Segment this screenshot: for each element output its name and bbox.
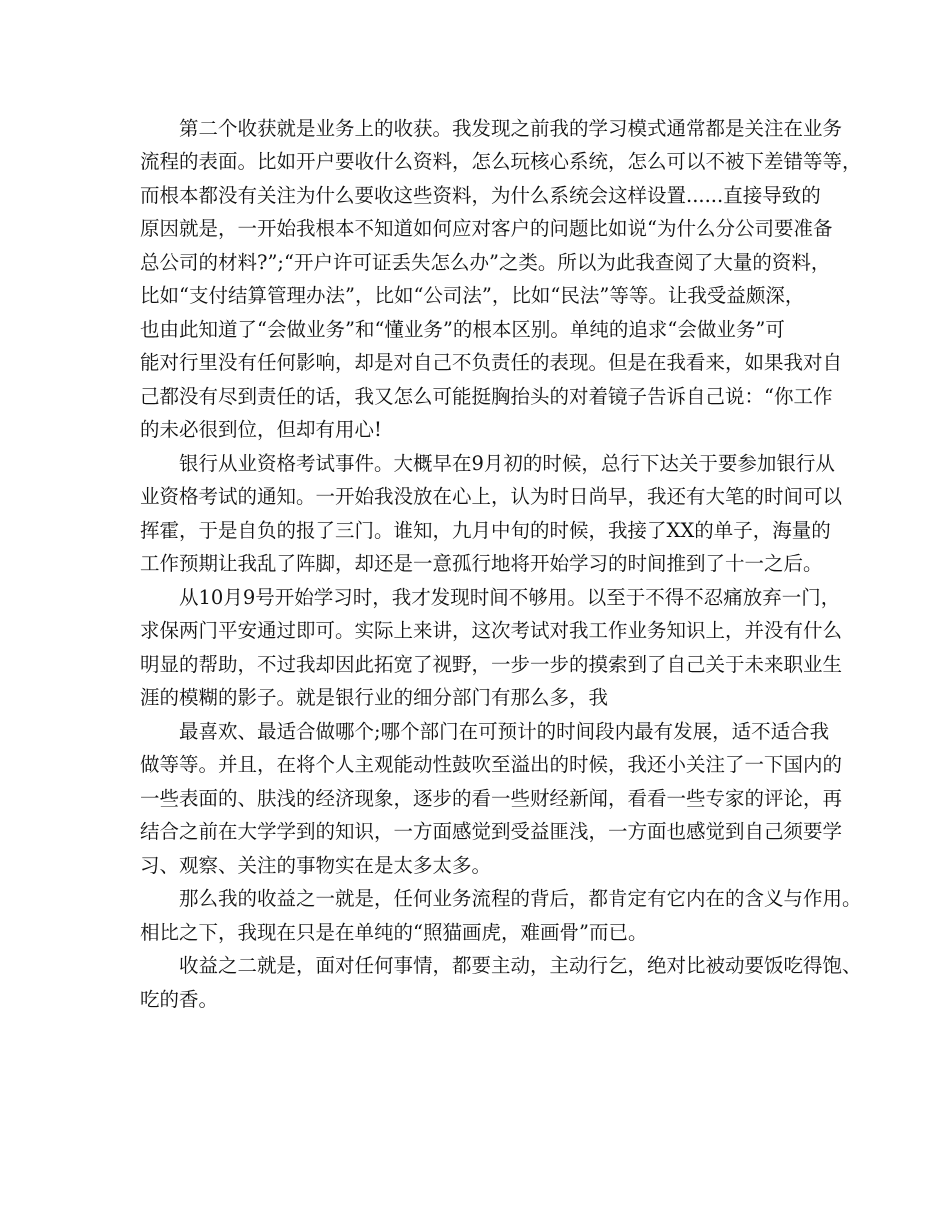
- body-text-line: 也由此知道了“会做业务”和“懂业务”的根本区别。单纯的追求“会做业务”可: [140, 318, 785, 341]
- body-text-line: 明显的帮助，不过我却因此拓宽了视野，一步一步的摸索到了自己关于未来职业生: [140, 653, 843, 676]
- body-text-line: 吃的香。: [140, 988, 219, 1011]
- body-text-line: 第二个收获就是业务上的收获。我发现之前我的学习模式通常都是关注在业务: [140, 117, 843, 140]
- body-text-line: 己都没有尽到责任的话，我又怎么可能挺胸抬头的对着镜子告诉自己说：“你工作: [140, 385, 833, 408]
- body-text-line: 银行从业资格考试事件。大概早在9月初的时候，总行下达关于要参加银行从: [140, 452, 835, 475]
- body-text-line: 业资格考试的通知。一开始我没放在心上，认为时日尚早，我还有大笔的时间可以: [140, 485, 843, 508]
- body-text-line: 挥霍，于是自负的报了三门。谁知，九月中旬的时候，我接了XX的单子，海量的: [140, 519, 831, 542]
- body-text-line: 收益之二就是，面对任何事情，都要主动，主动行乞，绝对比被动要饭吃得饱、: [140, 954, 862, 977]
- body-text-line: 的未必很到位，但却有用心!: [140, 418, 382, 441]
- body-text-line: 从10月9号开始学习时，我才发现时间不够用。以至于不得不忍痛放弃一门，: [140, 586, 841, 609]
- body-text-line: 能对行里没有任何影响，却是对自己不负责任的表现。但是在我看来，如果我对自: [140, 351, 843, 374]
- body-text-line: 那么我的收益之一就是，任何业务流程的背后，都肯定有它内在的含义与作用。: [140, 887, 862, 910]
- body-text-line: 流程的表面。比如开户要收什么资料，怎么玩核心系统，怎么可以不被下差错等等，: [140, 150, 862, 173]
- body-text-line: 总公司的材料?”;“开户许可证丢失怎么办”之类。所以为此我查阅了大量的资料，: [140, 251, 831, 274]
- body-text-line: 求保两门平安通过即可。实际上来讲，这次考试对我工作业务知识上，并没有什么: [140, 619, 843, 642]
- body-text-line: 比如“支付结算管理办法”，比如“公司法”，比如“民法”等等。让我受益颇深，: [140, 284, 805, 307]
- body-text-line: 而根本都没有关注为什么要收这些资料，为什么系统会这样设置......直接导致的: [140, 184, 821, 207]
- body-text-line: 做等等。并且，在将个人主观能动性鼓吹至溢出的时候，我还小关注了一下国内的: [140, 753, 843, 776]
- body-text-line: 习、观察、关注的事物实在是太多太多。: [140, 854, 492, 877]
- body-text-line: 相比之下，我现在只是在单纯的“照猫画虎，难画骨”而已。: [140, 921, 648, 944]
- body-text-line: 一些表面的、肤浅的经济现象，逐步的看一些财经新闻，看看一些专家的评论，再: [140, 787, 843, 810]
- body-text-line: 涯的模糊的影子。就是银行业的细分部门有那么多，我: [140, 686, 609, 709]
- body-text-line: 工作预期让我乱了阵脚，却还是一意孤行地将开始学习的时间推到了十一之后。: [140, 552, 823, 575]
- body-text-line: 最喜欢、最适合做哪个;哪个部门在可预计的时间段内最有发展，适不适合我: [140, 720, 830, 743]
- body-text-line: 原因就是，一开始我根本不知道如何应对客户的问题比如说“为什么分公司要准备: [140, 217, 833, 240]
- body-text-line: 结合之前在大学学到的知识，一方面感觉到受益匪浅，一方面也感觉到自己须要学: [140, 820, 843, 843]
